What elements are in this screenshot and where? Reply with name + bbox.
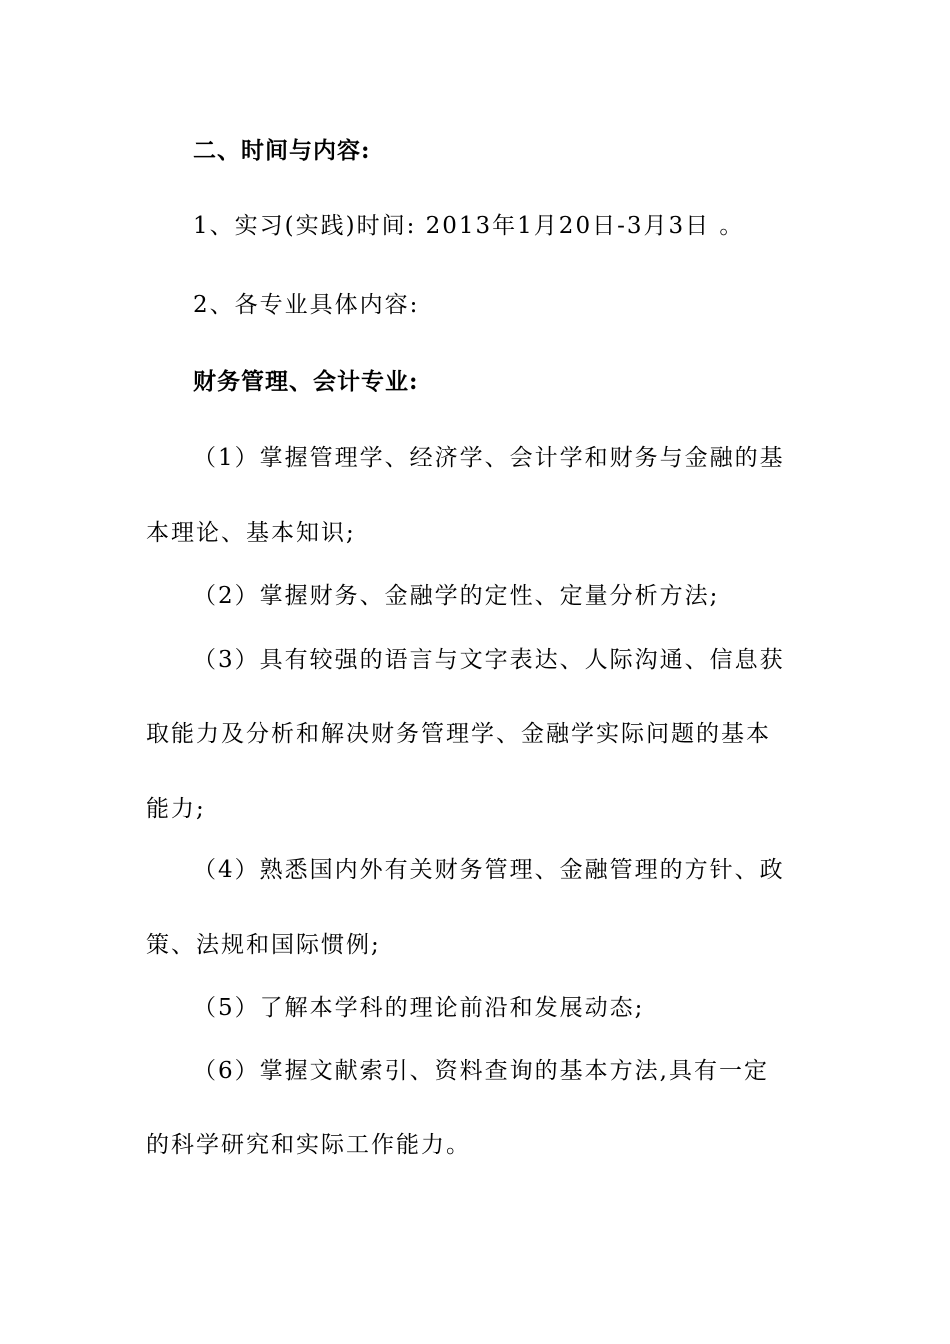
item-5-line-1: （5）了解本学科的理论前沿和发展动态;	[193, 995, 645, 1021]
item-2-line-1: （2）掌握财务、金融学的定性、定量分析方法;	[193, 583, 720, 609]
item-3-line-3: 能力;	[146, 796, 206, 822]
content-intro-line: 2、各专业具体内容:	[193, 292, 420, 318]
item-3-line-2: 取能力及分析和解决财务管理学、金融学实际问题的基本	[146, 721, 771, 747]
item-4-line-1: （4）熟悉国内外有关财务管理、金融管理的方针、政	[193, 857, 785, 883]
item-1-line-1: （1）掌握管理学、经济学、会计学和财务与金融的基	[193, 445, 785, 471]
section-heading: 二、时间与内容:	[193, 137, 371, 164]
major-heading: 财务管理、会计专业:	[193, 368, 419, 395]
item-1-line-2: 本理论、基本知识;	[146, 520, 356, 546]
item-6-line-2: 的科学研究和实际工作能力。	[146, 1132, 471, 1158]
item-6-line-1: （6）掌握文献索引、资料查询的基本方法,具有一定	[193, 1058, 769, 1084]
item-4-line-2: 策、法规和国际惯例;	[146, 932, 381, 958]
item-3-line-1: （3）具有较强的语言与文字表达、人际沟通、信息获	[193, 647, 785, 673]
internship-time-line: 1、实习(实践)时间: 2013年1月20日-3月3日 。	[193, 213, 745, 239]
